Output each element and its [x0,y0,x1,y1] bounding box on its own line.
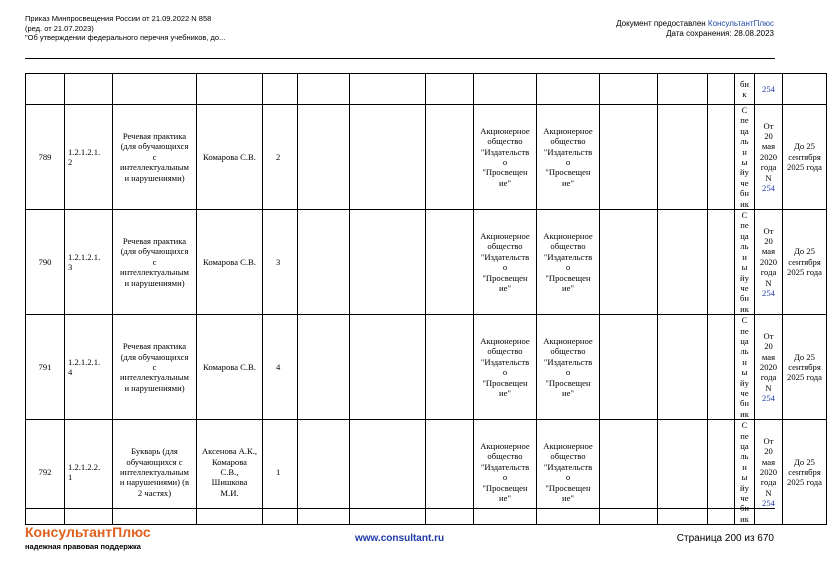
provider-info [616,19,774,39]
cell-empty [708,74,735,105]
row-valid-until: До 25 сентября 2025 года [783,210,827,315]
row-valid-until: До 25 сентября 2025 года [783,315,827,420]
row-code: 1.2.1.2.1. 2 [65,105,113,210]
cell-empty [350,315,426,420]
cell-empty [426,210,474,315]
row-publisher: Акционерное общество "Издательств о "Просвещен ие" [474,420,537,525]
logo-tagline: надежная правовая поддержка [25,542,141,551]
cell-empty [474,74,537,105]
cell-empty [537,74,600,105]
cell-empty [600,210,658,315]
table-row [26,210,827,315]
saved-date: Дата сохранения: 28.08.2023 [666,29,774,38]
row-order-text: От 20 мая 2020 года N [759,435,778,498]
cell-empty [426,105,474,210]
cell-empty [600,74,658,105]
row-authors: Комарова С.В. [197,105,263,210]
row-publisher: Акционерное общество "Издательств о "Просвещен ие" [474,315,537,420]
cell-empty [350,210,426,315]
cell-empty [658,105,708,210]
row-order [755,105,783,210]
row-publisher: Акционерное общество "Издательств о "Просвещен ие" [474,105,537,210]
document-title-line-1: Приказ Минпросвещения России от 21.09.2022 N 858 [25,14,212,23]
cell-empty [26,74,65,105]
cell-empty [658,74,708,105]
row-order-link[interactable]: 254 [762,288,775,299]
cell-empty [600,315,658,420]
row-authors: Аксенова А.К., Комарова С.В., Шишкова М.И. [197,420,263,525]
cell-empty [298,74,350,105]
row-order [755,210,783,315]
footer-divider [25,508,775,509]
cell-empty [600,105,658,210]
cell-empty [113,74,197,105]
cell-empty [350,74,426,105]
row-publisher-2: Акционерное общество "Издательств о "Просвещен ие" [537,420,600,525]
cell-empty [426,315,474,420]
row-order-link[interactable]: 254 [762,183,775,194]
document-title-line-2: (ред. от 21.07.2023) [25,23,94,33]
cell-empty [350,105,426,210]
textbook-table [25,73,827,525]
row-code: 1.2.1.2.1. 3 [65,210,113,315]
row-code: 1.2.1.2.1. 4 [65,315,113,420]
row-order-text: От 20 мая 2020 года N [759,225,778,288]
row-valid-until: До 25 сентября 2025 года [783,105,827,210]
row-type: Спецальныйучебник [735,210,755,315]
row-order-text: От 20 мая 2020 года N [759,330,778,393]
row-type: Спецальныйучебник [735,420,755,525]
row-code: 1.2.1.2.2. 1 [65,420,113,525]
row-type: Спецальныйучебник [735,105,755,210]
table-row [26,315,827,420]
cell-empty [658,315,708,420]
row-grade: 3 [263,210,298,315]
row-number: 791 [26,315,65,420]
consultant-logo: КонсультантПлюс [25,524,151,540]
cell-empty [708,315,735,420]
row-order [755,315,783,420]
cell-empty [708,210,735,315]
row-number: 789 [26,105,65,210]
row-publisher: Акционерное общество "Издательств о "Просвещен ие" [474,210,537,315]
cell-empty [263,74,298,105]
row-grade: 1 [263,420,298,525]
document-title-line-3: "Об утверждении федерального перечня учебников, до... [25,33,226,43]
row-number: 790 [26,210,65,315]
row-authors: Комарова С.В. [197,210,263,315]
cell-empty [197,74,263,105]
row-publisher-2: Акционерное общество "Издательств о "Просвещен ие" [537,210,600,315]
cell-empty [783,74,827,105]
row-order-text: От 20 мая 2020 года N [759,120,778,183]
row-publisher-2: Акционерное общество "Издательств о "Просвещен ие" [537,105,600,210]
cell-empty [426,74,474,105]
row-publisher-2: Акционерное общество "Издательств о "Просвещен ие" [537,315,600,420]
row-title: Речевая практика (для обучающихся с интеллектуальным и нарушениями) [113,210,197,315]
row-grade: 2 [263,105,298,210]
header-divider [25,58,775,59]
document-title [25,14,225,43]
site-link[interactable]: www.consultant.ru [355,533,445,544]
row-number: 792 [26,420,65,525]
cell-empty [298,315,350,420]
provider-brand-link[interactable]: КонсультантПлюс [707,19,774,28]
row-valid-until: До 25 сентября 2025 года [783,420,827,525]
provider-line [616,19,774,29]
row-order-link[interactable]: 254 [762,393,775,404]
cell-empty [298,210,350,315]
row-title: Речевая практика (для обучающихся с интеллектуальным и нарушениями) [113,105,197,210]
cell-empty [298,105,350,210]
row-grade: 4 [263,315,298,420]
cell-empty [65,74,113,105]
cell-order-tail: 254 [755,74,783,105]
row-authors: Комарова С.В. [197,315,263,420]
row-order-link[interactable]: 254 [762,498,775,509]
cell-empty [708,105,735,210]
row-type: Спецальныйучебник [735,315,755,420]
provider-prefix: Документ предоставлен [616,19,708,28]
table-row-continued [26,74,827,105]
cell-type-tail: би к [735,74,755,105]
row-title: Речевая практика (для обучающихся с интеллектуальным и нарушениями) [113,315,197,420]
row-title: Букварь (для обучающихся с интеллектуальным и нарушениями) (в 2 частях) [113,420,197,525]
table-row [26,105,827,210]
cell-empty [658,210,708,315]
page-counter: Страница 200 из 670 [676,533,774,544]
